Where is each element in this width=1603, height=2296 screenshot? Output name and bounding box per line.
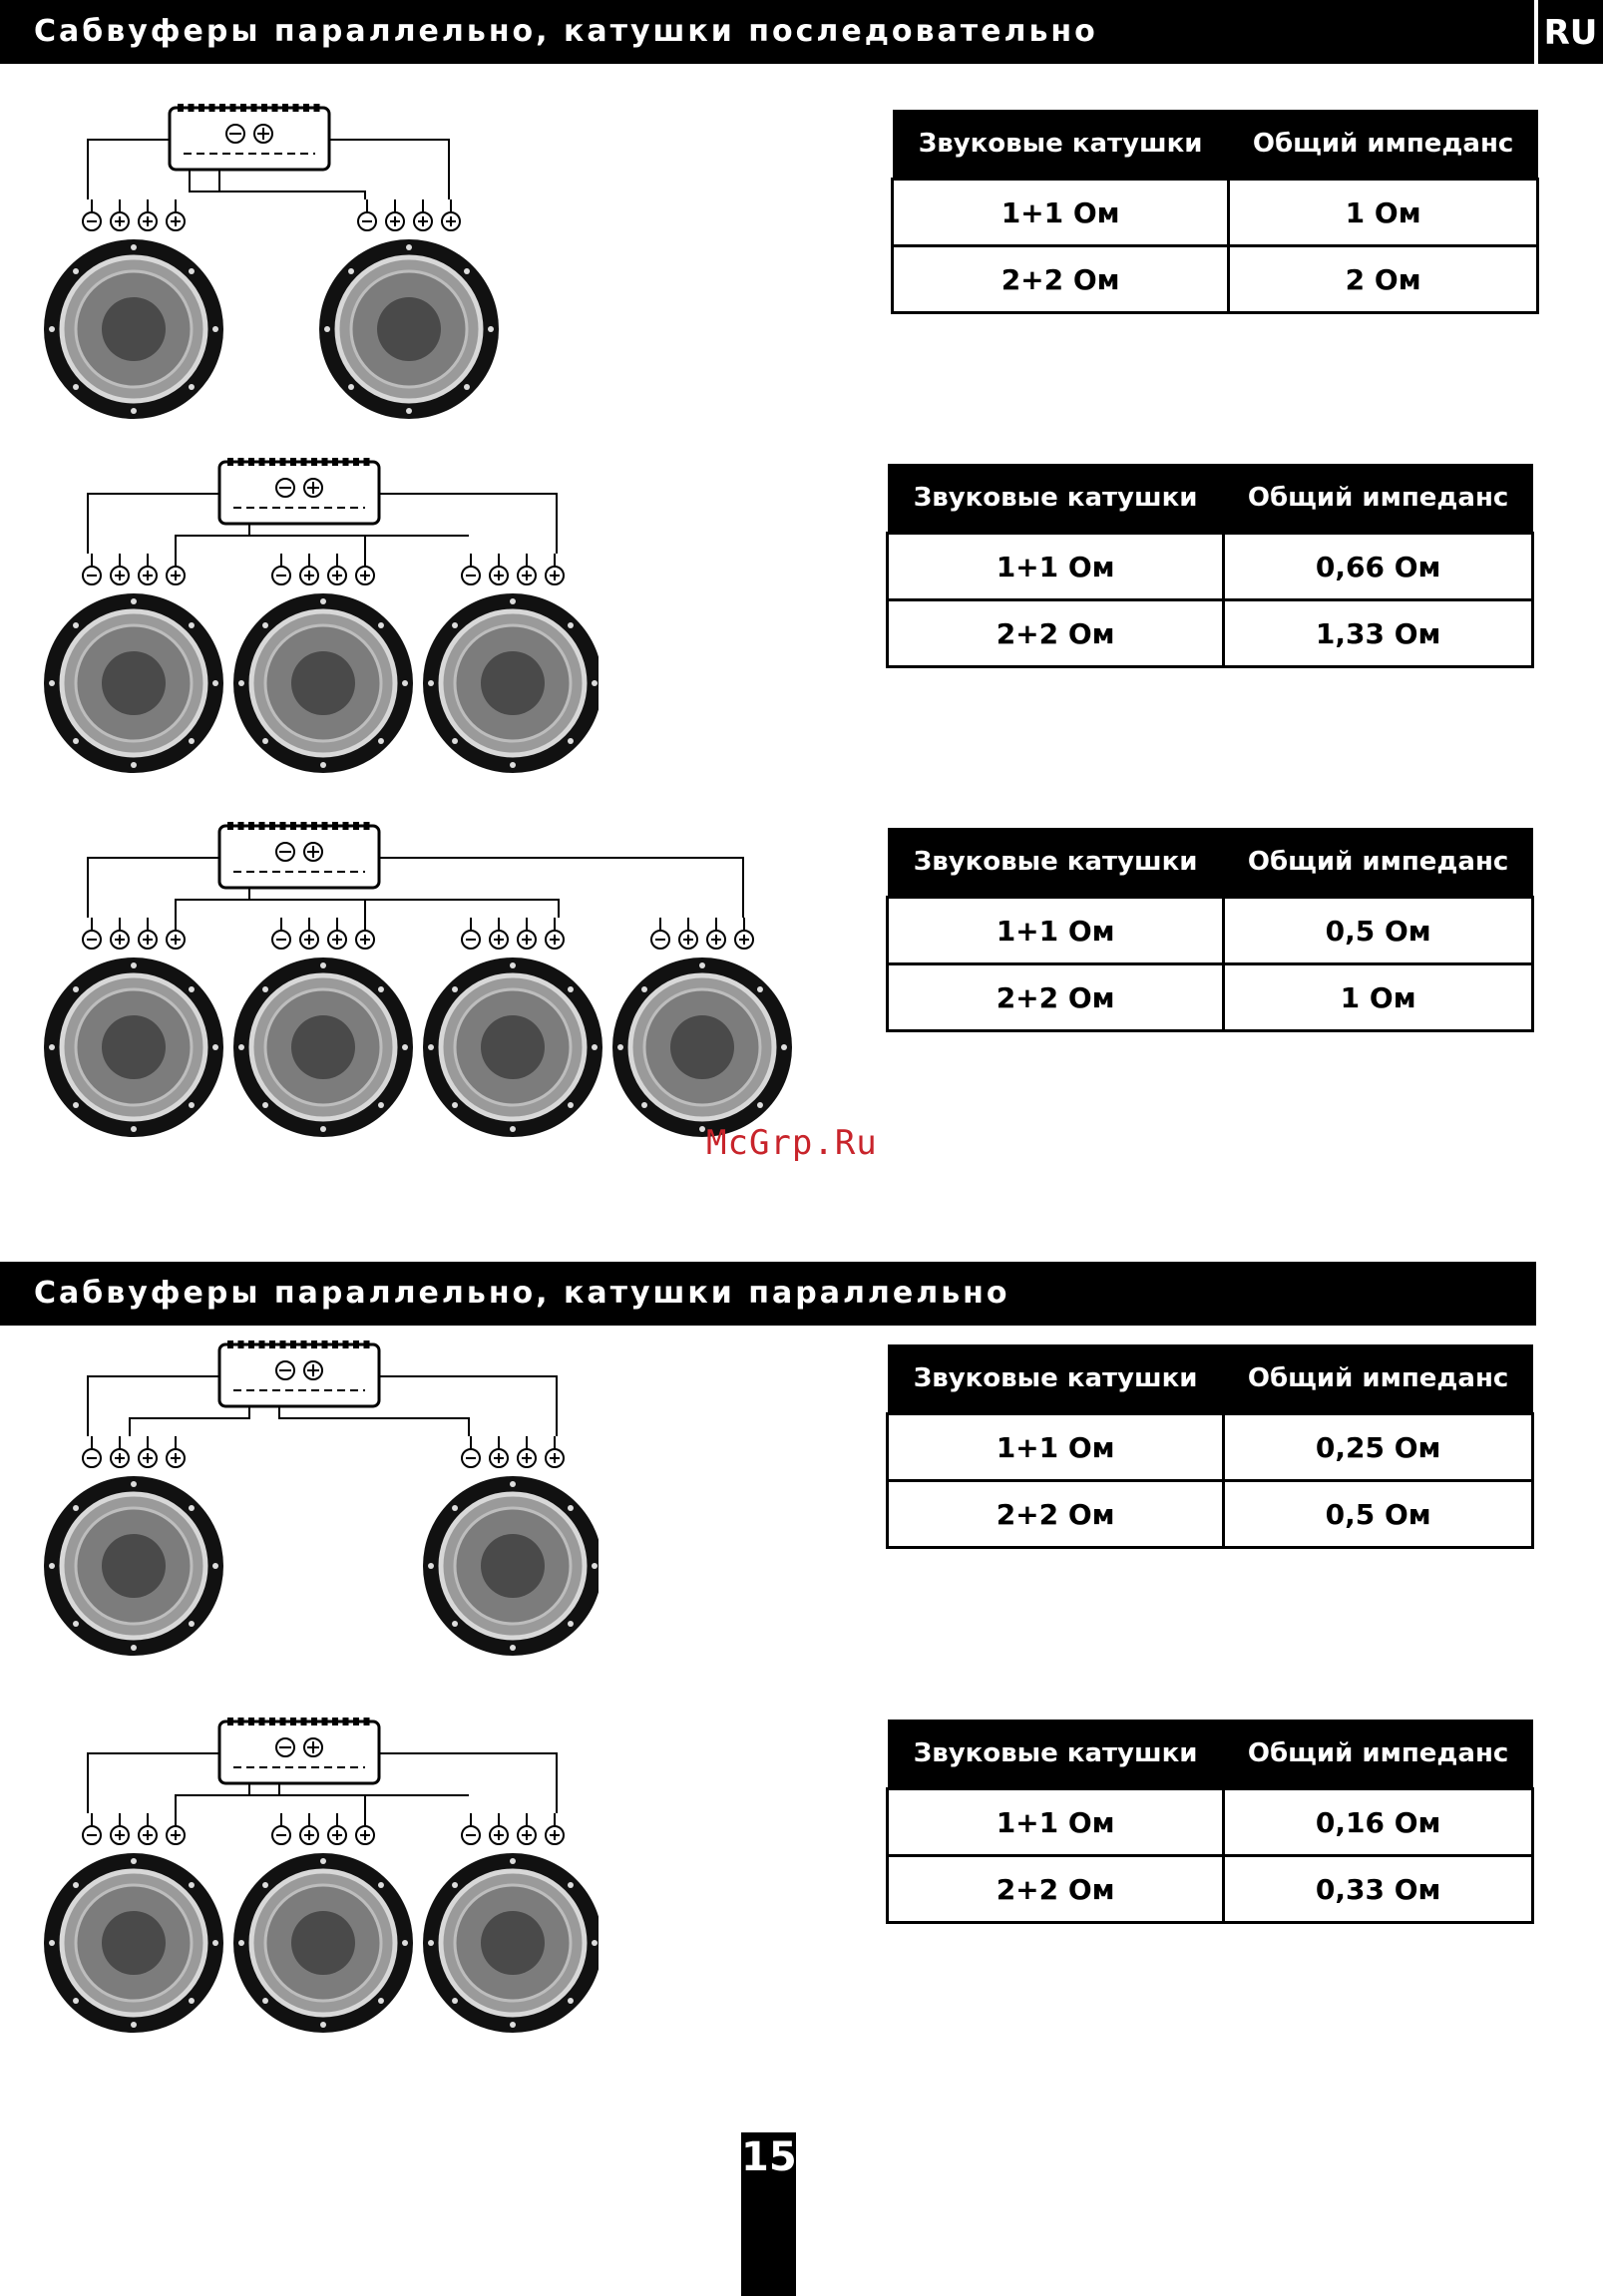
amplifier-icon [219,822,379,888]
coils-cell: 1+1 Ом [888,1789,1224,1856]
impedance-cell: 0,66 Ом [1224,534,1533,600]
coils-cell: 2+2 Ом [893,246,1229,313]
wiring-diagram-3-parallel [40,1714,599,2053]
header-impedance: Общий импеданс [1224,1720,1533,1789]
impedance-cell: 0,25 Ом [1224,1414,1533,1481]
section2-title: Сабвуферы параллельно, катушки параллельно [0,1262,1536,1326]
amplifier-icon [219,1718,379,1783]
subwoofer-icon [233,554,413,773]
table-row [888,1481,1533,1548]
language-badge: RU [1538,0,1603,64]
coils-cell: 2+2 Ом [888,1481,1224,1548]
header-coils: Звуковые катушки [888,464,1224,534]
subwoofer-icon [319,199,499,419]
impedance-table-1 [891,110,1539,314]
amplifier-icon [170,104,329,170]
impedance-cell: 0,5 Ом [1224,1481,1533,1548]
header-impedance: Общий импеданс [1224,828,1533,898]
page-number: 15 [741,2134,797,2180]
impedance-table-3 [886,828,1534,1032]
subwoofer-icon [423,918,602,1137]
subwoofer-icon [44,199,223,419]
subwoofer-icon [44,1813,223,2033]
table-row [888,1856,1533,1923]
section1-title: Сабвуферы параллельно, катушки последовательно [0,0,1534,64]
table-row [888,534,1533,600]
impedance-cell: 0,5 Ом [1224,898,1533,964]
wiring-diagram-2-parallel [40,1337,599,1676]
subwoofer-icon [44,918,223,1137]
subwoofer-icon [423,554,599,773]
table-row [888,964,1533,1031]
coils-cell: 1+1 Ом [893,180,1229,246]
impedance-cell: 2 Ом [1229,246,1538,313]
subwoofer-icon [44,1436,223,1656]
table-row [888,898,1533,964]
impedance-cell: 1 Ом [1224,964,1533,1031]
table-row [888,1789,1533,1856]
coils-cell: 1+1 Ом [888,1414,1224,1481]
coils-cell: 2+2 Ом [888,600,1224,667]
header-coils: Звуковые катушки [888,1720,1224,1789]
header-coils: Звуковые катушки [888,828,1224,898]
impedance-cell: 1 Ом [1229,180,1538,246]
impedance-table-5 [886,1720,1534,1924]
header-impedance: Общий импеданс [1224,1344,1533,1414]
table-row [888,600,1533,667]
coils-cell: 2+2 Ом [888,964,1224,1031]
impedance-table-4 [886,1344,1534,1549]
subwoofer-icon [423,1436,599,1656]
subwoofer-icon [233,1813,413,2033]
table-row [893,180,1538,246]
header-impedance: Общий импеданс [1224,464,1533,534]
impedance-cell: 0,33 Ом [1224,1856,1533,1923]
table-row [893,246,1538,313]
watermark: McGrp.Ru [706,1123,878,1163]
coils-cell: 1+1 Ом [888,534,1224,600]
coils-cell: 1+1 Ом [888,898,1224,964]
subwoofer-icon [44,554,223,773]
wiring-diagram-2-series [40,100,579,439]
header-coils: Звуковые катушки [888,1344,1224,1414]
header-impedance: Общий импеданс [1229,110,1538,180]
coils-cell: 2+2 Ом [888,1856,1224,1923]
table-row [888,1414,1533,1481]
amplifier-icon [219,458,379,524]
wiring-diagram-3-series [40,454,599,793]
impedance-cell: 1,33 Ом [1224,600,1533,667]
subwoofer-icon [423,1813,599,2033]
impedance-table-2 [886,464,1534,668]
subwoofer-icon [233,918,413,1137]
wiring-diagram-4-series [40,818,798,1157]
amplifier-icon [219,1340,379,1406]
header-coils: Звуковые катушки [893,110,1229,180]
subwoofer-icon [612,918,792,1137]
impedance-cell: 0,16 Ом [1224,1789,1533,1856]
